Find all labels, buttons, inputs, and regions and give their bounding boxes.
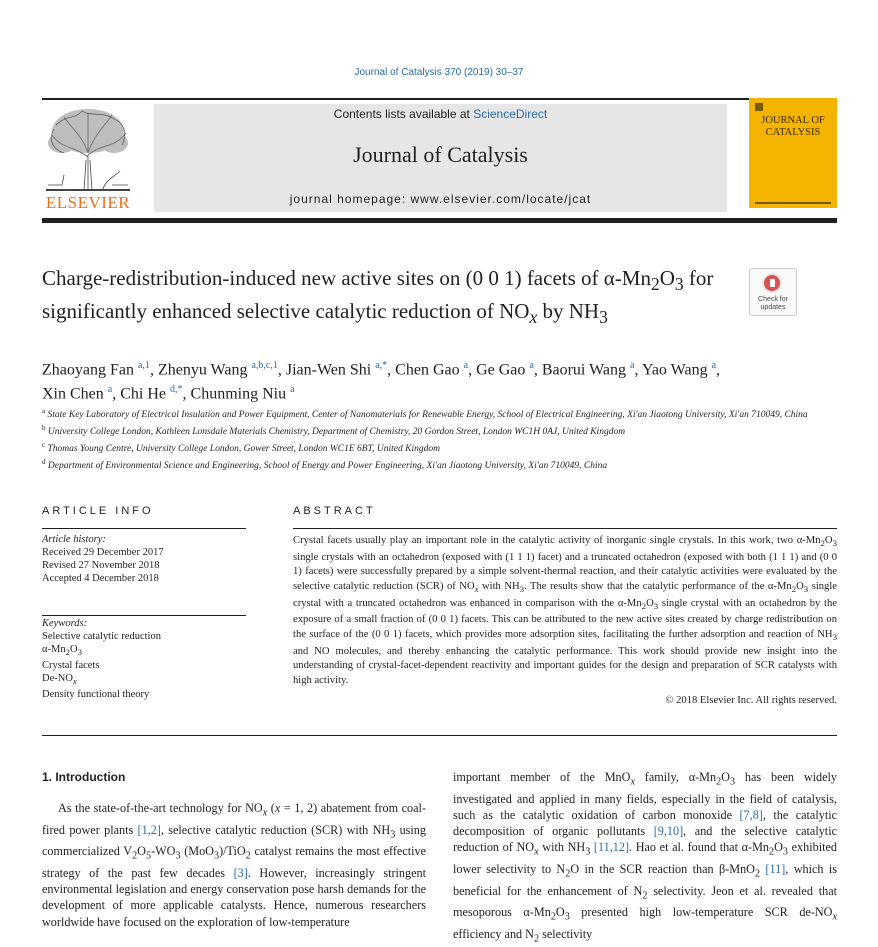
article-history [42, 533, 252, 585]
author-list[interactable]: Zhaoyang Fan $^{a,1}$, Zhenyu Wang $^{a,b,c,1}$, Jian-Wen Shi $^{a,*}$, Chen Gao $^a$, Ge Gao $^a$, Baorui Wang $^a$, Yao Wang $^a$, Xin Chen $^a$, Chi He $^{d,*}$, Chunming Niu $^a$ [42, 360, 721, 403]
introduction-heading: 1. Introduction [42, 770, 126, 784]
abstract-body: Crystal facets usually play an important role in the catalytic activity of inorganic single crystals. In this work, two $\alpha-Mn_2O_3$ single crystals with an octahedron (exposed with (1 1 1) facet) and a truncated octahedron (exposed with both (1 1 1) and (0 0 1) facets) were successfully prepared by a simple solvent-thermal reaction, and their catalytic activities were evaluated by the selective catalytic reduction (SCR) of $NO_x$ with $NH_3$. The results show that the catalytic performance of the $\alpha-Mn_2O_3$ single crystal with a truncated octahedron was enhanced in comparison with the $\alpha-Mn_2O_3$ single crystal with an octahedron by the exposure of a small fraction of (0 0 1) facets. This can be attributed to the new active sites created by charge redistribution on the surface of the (0 0 1) facets, which provides more adsorption sites, facilitating the further adsorption and reaction of $NH_3$ and NO molecules, and thereby enhancing the catalytic performance. This work should provide new insight into the understanding of crystal-facet-dependent reactivity and important guides for the design and preparation of SCR catalysts with high activity. [293, 535, 837, 686]
article-title: Charge-redistribution-induced new active sites on (0 0 1) facets of $\alpha-Mn_2O_3$ for significantly enhanced selective catalytic reduction of $NO_x$ by $NH_3$ [42, 266, 714, 328]
elsevier-wordmark: ELSEVIER [45, 193, 131, 212]
check-for-updates-button[interactable] [749, 268, 797, 316]
abstract-heading: ABSTRACT [293, 505, 376, 517]
header-bottom-rule [42, 218, 837, 223]
cover-title: JOURNAL OF CATALYSIS [761, 115, 825, 138]
affiliations: $^a$ State Key Laboratory of Electrical Insulation and Power Equipment, Center of Nanomaterials for Renewable Energy, School of Electrical Engineering, Xi'an Jiaotong University, Xi'an 710049, China $^b$ University College London, Kathleen Lonsdale Materials Chemistry, Department of Chemistry, 20 Gordon Street, London WC1H 0AJ, United Kingdom $^c$ Thomas Young Centre, University College London, Gower Street, London WC1E 6BT, United Kingdom $^d$ Department of Environmental Science and Engineering, School of Energy and Power Engineering, Xi'an Jiaotong University, Xi'an 710049, China [42, 407, 808, 472]
bookmark-icon [762, 273, 782, 293]
elsevier-tree-icon [42, 105, 134, 193]
sciencedirect-link[interactable]: ScienceDirect [473, 107, 548, 121]
journal-name: Journal of Catalysis [353, 142, 528, 167]
keyword-item: Crystal facets [42, 660, 100, 672]
body-left-column [42, 800, 426, 930]
cover-logo-icon [755, 103, 763, 111]
abstract-bottom-rule [42, 735, 837, 736]
journal-citation[interactable]: Journal of Catalysis 370 (2019) 30–37 [354, 67, 524, 78]
history-label: Article history: [42, 534, 106, 545]
keyword-item: $De-NO_x$ [42, 673, 77, 687]
check-updates-label: Check for updates [758, 296, 788, 311]
journal-cover-thumbnail[interactable] [749, 98, 837, 208]
intro-paragraph: As the state-of-the-art technology for $NO_x$ (x = 1, 2) abatement from coal-fired power plants [1,2], selective catalytic reduction (SCR) with $NH_3$ using commercialized $V_2O_5-WO_3$ (MoO$_3$)/TiO$_2$ catalyst remains the most effective strategy of the past few decades [3]. However, increasingly stringent environmental legislation and energy conservation pose harsh demands for the development of more applicable catalysts. Hence, numerous researchers worldwide have focused on the exploration of low-temperature [42, 801, 427, 929]
history-revised: Revised 27 November 2018 [42, 560, 160, 571]
header-top-rule [42, 98, 837, 100]
history-accepted: Accepted 4 December 2018 [42, 573, 159, 584]
cover-strip [755, 202, 831, 204]
contents-availability [154, 107, 727, 121]
body-right-column [453, 769, 837, 947]
keyword-item: Density functional theory [42, 689, 150, 701]
keywords-label: Keywords: [42, 618, 88, 629]
intro-paragraph-continued: important member of the MnO$_x$ family, $\alpha-Mn_2O_3$ has been widely investigated and applied in many fields, especially in the field of catalysis, such as the catalytic oxidation of carbon monoxide [7,8], the catalytic decomposition of organic pollutants [9,10], and the selective catalytic reduction of $NO_x$ with $NH_3$ [11,12]. Hao et al. found that $\alpha-Mn_2O_3$ exhibited lower selectivity to $N_2O$ in the SCR reaction than β-MnO$_2$ [11], which is beneficial for the enhancement of $N_2$ selectivity. Jeon et al. revealed that mesoporous $\alpha-Mn_2O_3$ presented high low-temperature SCR $de-NO_x$ efficiency and $N_2$ selectivity [453, 770, 838, 945]
elsevier-logo[interactable] [42, 105, 134, 213]
journal-masthead [154, 104, 727, 212]
keyword-item: Selective catalytic reduction [42, 631, 161, 642]
keyword-item: $\alpha-Mn_2O_3$ [42, 644, 82, 658]
contents-prefix: Contents lists available at [333, 107, 474, 121]
keywords [42, 617, 252, 701]
abstract-rule [293, 528, 837, 529]
article-info-heading: ARTICLE INFO [42, 505, 154, 517]
article-info-rule [42, 528, 246, 529]
history-received: Received 29 December 2017 [42, 547, 164, 558]
journal-homepage[interactable]: journal homepage: www.elsevier.com/locate/jcat [289, 192, 592, 206]
copyright-notice: © 2018 Elsevier Inc. All rights reserved. [665, 695, 837, 706]
keywords-rule [42, 615, 246, 616]
